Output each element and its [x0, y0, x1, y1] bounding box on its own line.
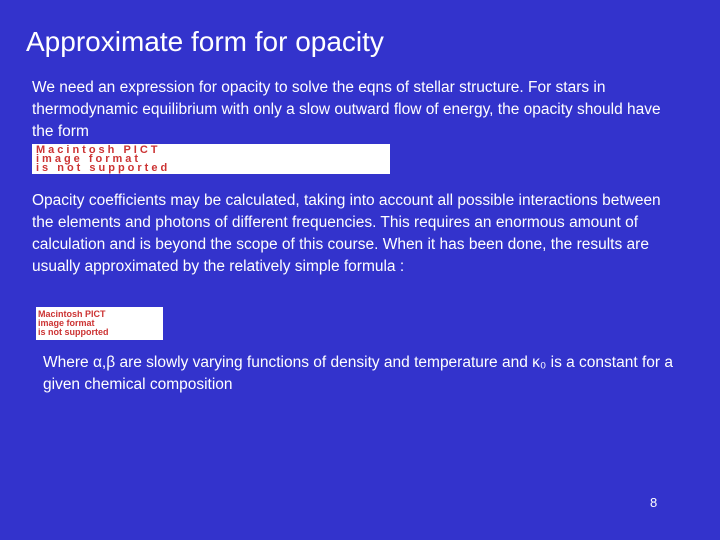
unsupported-image-placeholder: [36, 307, 163, 340]
placeholder-line: Macintosh PICT: [38, 309, 106, 319]
placeholder-line: image format: [36, 152, 142, 165]
intro-paragraph: We need an expression for opacity to solve the eqns of stellar structure. For stars in thermodynamic equilibrium with only a slow outward flow of energy, the opacity should have the form: [32, 79, 661, 140]
unsupported-image-placeholder: [32, 144, 390, 174]
placeholder-line: is not supported: [38, 327, 109, 337]
formula-explanation-paragraph: Where α,β are slowly varying functions of density and temperature and κ₀ is a constant for a given chemical composition: [43, 354, 673, 393]
placeholder-line: is not supported: [36, 161, 171, 174]
page-number: 8: [650, 495, 658, 510]
placeholder-line: Macintosh PICT: [36, 144, 161, 156]
slide-title: Approximate form for opacity: [26, 26, 384, 57]
placeholder-line: image format: [38, 318, 95, 328]
opacity-coefficients-paragraph: Opacity coefficients may be calculated, taking into account all possible interactions between the elements and photons of different frequencies. This requires an enormous amount of calculation and is beyond the scope of this course. When it has been done, the results are usually approximated by the relatively simple formula :: [32, 192, 661, 275]
